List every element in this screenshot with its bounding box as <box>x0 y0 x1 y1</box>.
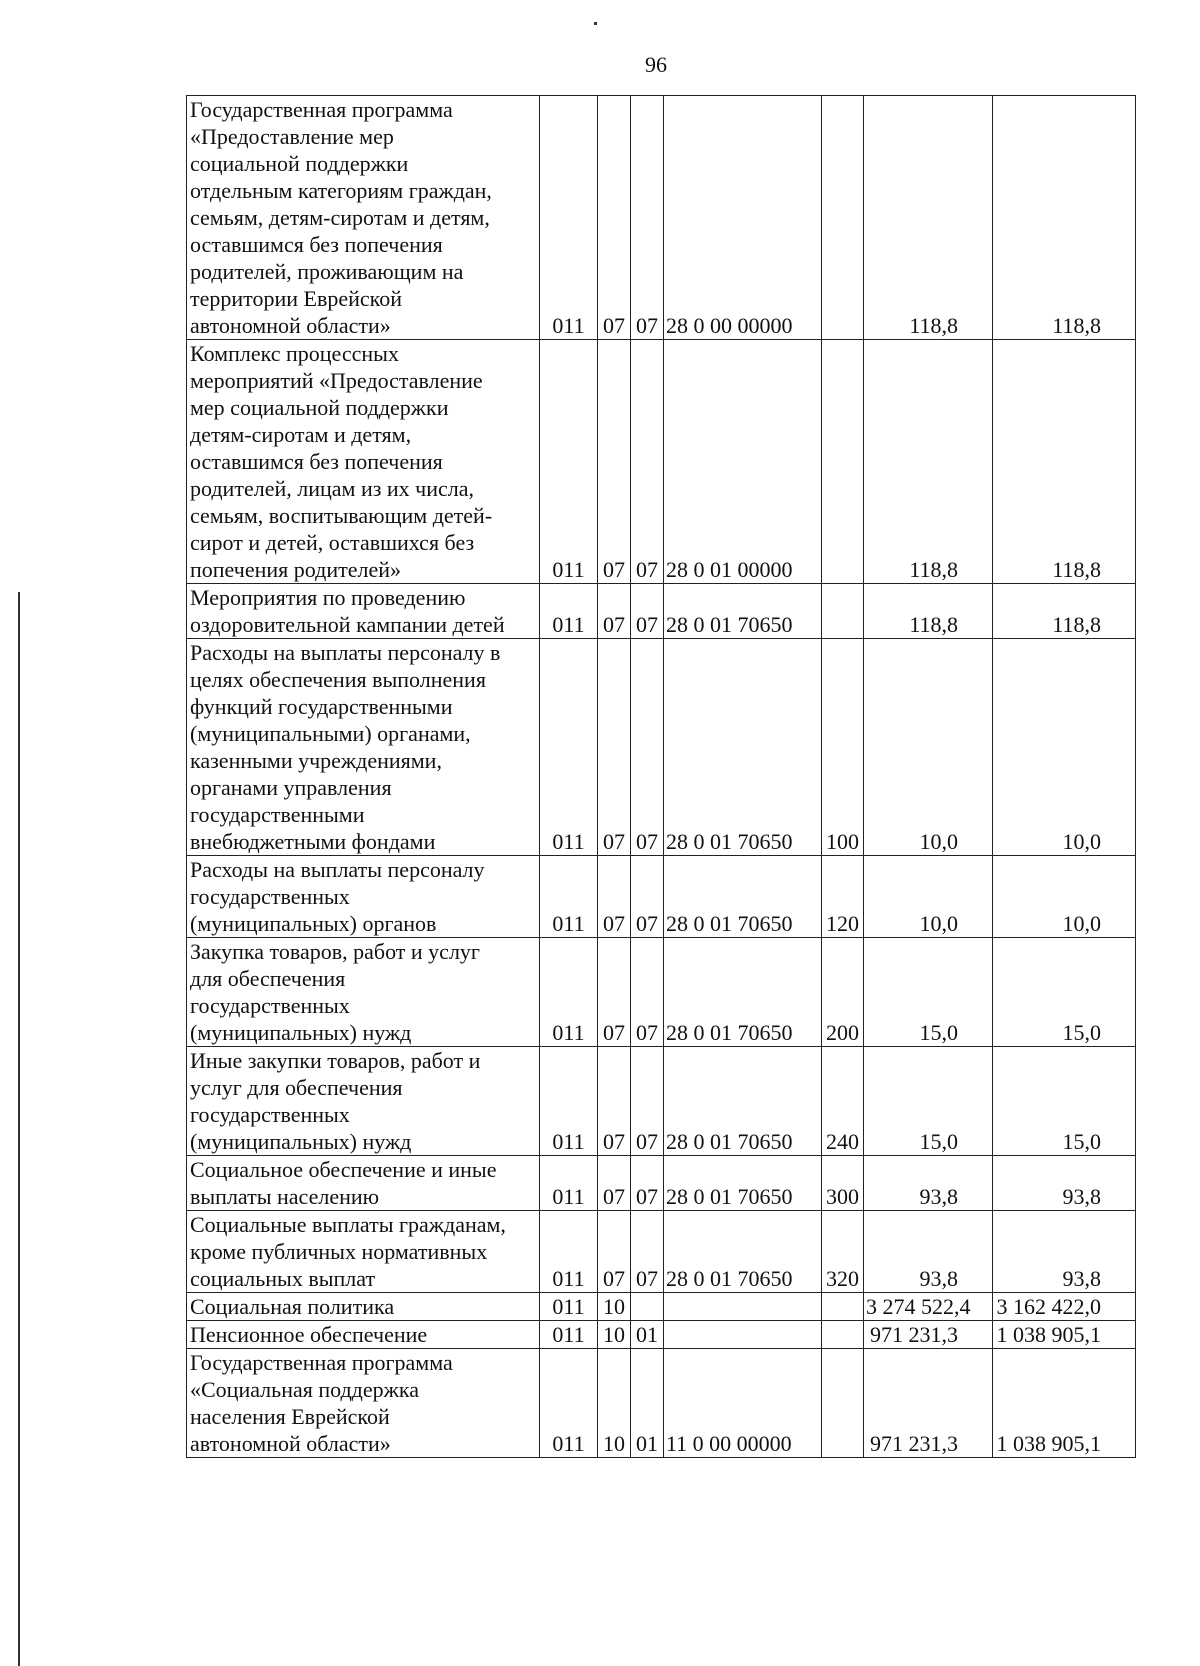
amount-year1-cell: 3 274 522,4 <box>864 1293 993 1321</box>
section-code-cell: 07 <box>598 584 631 639</box>
table-row <box>187 1047 1136 1156</box>
row-name-cell: Государственная программа «Социальная поддержка населения Еврейской автономной области» <box>187 1349 540 1458</box>
subsection-code-cell: 07 <box>631 96 664 340</box>
expense-type-cell: 300 <box>822 1156 864 1211</box>
amount-year1-cell: 10,0 <box>864 639 993 856</box>
expense-type-cell: 200 <box>822 938 864 1047</box>
expense-type-cell <box>822 1321 864 1349</box>
grbs-code-cell: 011 <box>540 639 598 856</box>
target-article-cell: 28 0 01 70650 <box>664 1156 822 1211</box>
target-article-cell: 28 0 01 70650 <box>664 1047 822 1156</box>
row-name-cell: Иные закупки товаров, работ и услуг для обеспечения государственных (муниципальных) нужд <box>187 1047 540 1156</box>
amount-year2-cell: 3 162 422,0 <box>993 1293 1136 1321</box>
amount-year1-cell: 10,0 <box>864 856 993 938</box>
grbs-code-cell: 011 <box>540 938 598 1047</box>
amount-year1-cell: 15,0 <box>864 1047 993 1156</box>
table-row <box>187 1349 1136 1458</box>
grbs-code-cell: 011 <box>540 584 598 639</box>
target-article-cell: 28 0 01 70650 <box>664 938 822 1047</box>
table-row <box>187 340 1136 584</box>
table-row <box>187 639 1136 856</box>
subsection-code-cell: 07 <box>631 584 664 639</box>
section-code-cell: 10 <box>598 1321 631 1349</box>
section-code-cell: 07 <box>598 1047 631 1156</box>
amount-year1-cell: 93,8 <box>864 1211 993 1293</box>
row-name-cell: Расходы на выплаты персоналу государственных (муниципальных) органов <box>187 856 540 938</box>
expense-type-cell: 120 <box>822 856 864 938</box>
section-code-cell: 07 <box>598 938 631 1047</box>
expense-type-cell <box>822 1349 864 1458</box>
grbs-code-cell: 011 <box>540 96 598 340</box>
amount-year2-cell: 93,8 <box>993 1211 1136 1293</box>
amount-year2-cell: 10,0 <box>993 856 1136 938</box>
amount-year2-cell: 1 038 905,1 <box>993 1321 1136 1349</box>
row-name-cell: Государственная программа «Предоставление мер социальной поддержки отдельным категориям граждан, семьям, детям-сиротам и детям, оставшимся без попечения родителей, проживающим на территории Еврейской автономной области» <box>187 96 540 340</box>
target-article-cell: 28 0 01 70650 <box>664 639 822 856</box>
section-code-cell: 10 <box>598 1293 631 1321</box>
section-code-cell: 10 <box>598 1349 631 1458</box>
section-code-cell: 07 <box>598 856 631 938</box>
grbs-code-cell: 011 <box>540 1293 598 1321</box>
amount-year1-cell: 93,8 <box>864 1156 993 1211</box>
table-row <box>187 584 1136 639</box>
amount-year1-cell: 118,8 <box>864 584 993 639</box>
section-code-cell: 07 <box>598 340 631 584</box>
expense-type-cell <box>822 584 864 639</box>
subsection-code-cell: 07 <box>631 340 664 584</box>
expense-type-cell: 100 <box>822 639 864 856</box>
amount-year2-cell: 15,0 <box>993 938 1136 1047</box>
grbs-code-cell: 011 <box>540 1156 598 1211</box>
table-body <box>187 96 1136 1458</box>
section-code-cell: 07 <box>598 1211 631 1293</box>
row-name-cell: Социальная политика <box>187 1293 540 1321</box>
row-name-cell: Социальное обеспечение и иные выплаты населению <box>187 1156 540 1211</box>
subsection-code-cell <box>631 1293 664 1321</box>
amount-year2-cell: 118,8 <box>993 96 1136 340</box>
grbs-code-cell: 011 <box>540 856 598 938</box>
row-name-cell: Закупка товаров, работ и услуг для обеспечения государственных (муниципальных) нужд <box>187 938 540 1047</box>
grbs-code-cell: 011 <box>540 1349 598 1458</box>
expense-type-cell <box>822 1293 864 1321</box>
expense-type-cell <box>822 340 864 584</box>
row-name-cell: Комплекс процессных мероприятий «Предоставление мер социальной поддержки детям-сиротам и детям, оставшимся без попечения родителей, лицам из их числа, семьям, воспитывающим детей- сирот и детей, оставшихся без попечения родителей» <box>187 340 540 584</box>
target-article-cell: 28 0 01 00000 <box>664 340 822 584</box>
subsection-code-cell: 07 <box>631 1156 664 1211</box>
section-code-cell: 07 <box>598 1156 631 1211</box>
amount-year1-cell: 118,8 <box>864 96 993 340</box>
subsection-code-cell: 07 <box>631 1047 664 1156</box>
grbs-code-cell: 011 <box>540 340 598 584</box>
subsection-code-cell: 01 <box>631 1349 664 1458</box>
section-code-cell: 07 <box>598 639 631 856</box>
table-row <box>187 1211 1136 1293</box>
table-row <box>187 1321 1136 1349</box>
scan-speck <box>594 22 597 25</box>
expense-type-cell: 320 <box>822 1211 864 1293</box>
subsection-code-cell: 07 <box>631 1211 664 1293</box>
target-article-cell <box>664 1293 822 1321</box>
grbs-code-cell: 011 <box>540 1047 598 1156</box>
table-row <box>187 856 1136 938</box>
amount-year1-cell: 971 231,3 <box>864 1349 993 1458</box>
table-row <box>187 96 1136 340</box>
amount-year2-cell: 93,8 <box>993 1156 1136 1211</box>
subsection-code-cell: 07 <box>631 856 664 938</box>
grbs-code-cell: 011 <box>540 1321 598 1349</box>
scan-edge-line <box>18 592 20 1666</box>
target-article-cell: 28 0 01 70650 <box>664 1211 822 1293</box>
amount-year2-cell: 15,0 <box>993 1047 1136 1156</box>
amount-year1-cell: 971 231,3 <box>864 1321 993 1349</box>
budget-table <box>186 95 1136 1458</box>
table-row <box>187 1156 1136 1211</box>
expense-type-cell <box>822 96 864 340</box>
target-article-cell: 11 0 00 00000 <box>664 1349 822 1458</box>
amount-year1-cell: 15,0 <box>864 938 993 1047</box>
amount-year2-cell: 1 038 905,1 <box>993 1349 1136 1458</box>
target-article-cell: 28 0 01 70650 <box>664 856 822 938</box>
page-number: 96 <box>645 52 667 77</box>
target-article-cell: 28 0 01 70650 <box>664 584 822 639</box>
row-name-cell: Мероприятия по проведению оздоровительной кампании детей <box>187 584 540 639</box>
row-name-cell: Расходы на выплаты персоналу в целях обеспечения выполнения функций государственными (муниципальными) органами, казенными учреждениями, органами управления государственными внебюджетными фондами <box>187 639 540 856</box>
amount-year2-cell: 118,8 <box>993 584 1136 639</box>
target-article-cell <box>664 1321 822 1349</box>
subsection-code-cell: 01 <box>631 1321 664 1349</box>
row-name-cell: Пенсионное обеспечение <box>187 1321 540 1349</box>
amount-year1-cell: 118,8 <box>864 340 993 584</box>
target-article-cell: 28 0 00 00000 <box>664 96 822 340</box>
amount-year2-cell: 118,8 <box>993 340 1136 584</box>
row-name-cell: Социальные выплаты гражданам, кроме публичных нормативных социальных выплат <box>187 1211 540 1293</box>
grbs-code-cell: 011 <box>540 1211 598 1293</box>
expense-type-cell: 240 <box>822 1047 864 1156</box>
table-row <box>187 1293 1136 1321</box>
amount-year2-cell: 10,0 <box>993 639 1136 856</box>
subsection-code-cell: 07 <box>631 938 664 1047</box>
subsection-code-cell: 07 <box>631 639 664 856</box>
table-row <box>187 938 1136 1047</box>
section-code-cell: 07 <box>598 96 631 340</box>
